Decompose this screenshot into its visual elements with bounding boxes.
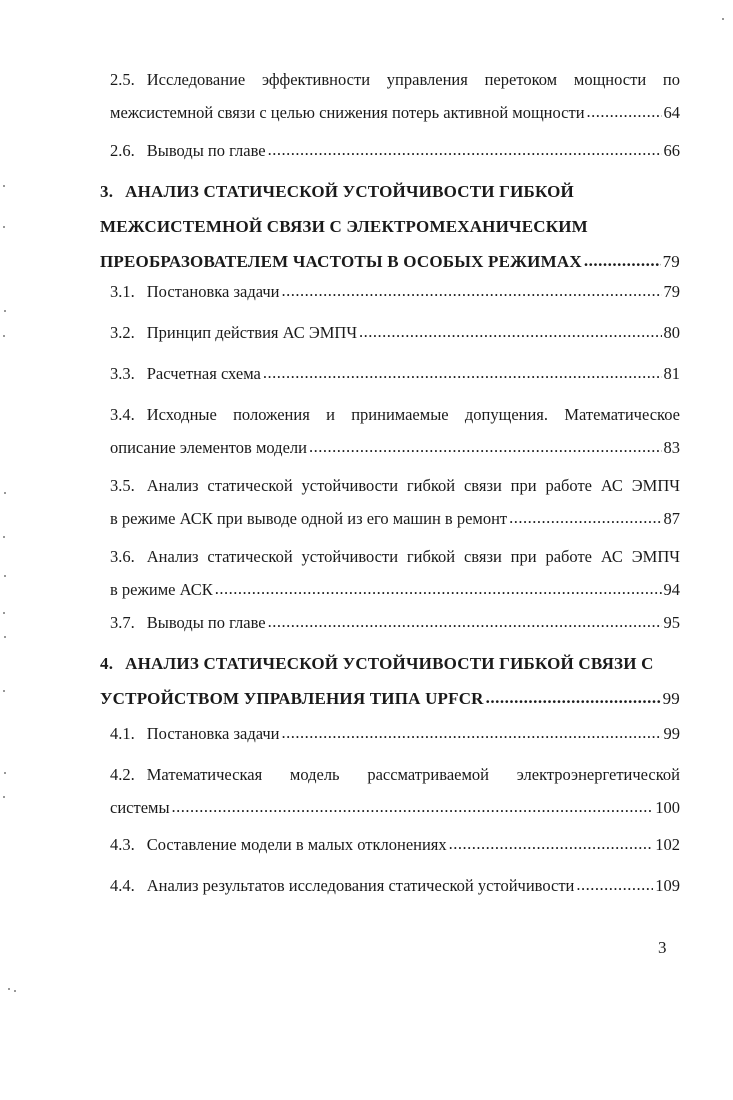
toc-entry-title: Исходные положения и принимаемые допущения. Математическое <box>146 405 680 424</box>
toc-entry-number: 2.6. <box>110 141 135 160</box>
toc-entry-text-line <box>100 63 680 96</box>
toc-entry-number: 3.1. <box>110 282 135 301</box>
toc-entry-text-line <box>100 791 680 824</box>
toc-page-number: 79 <box>663 282 680 301</box>
dot-leader <box>282 274 662 307</box>
dot-leader <box>509 501 661 534</box>
toc-page-number: 102 <box>655 835 680 854</box>
dot-leader <box>215 572 662 605</box>
toc-entry-title: Выводы по главе <box>146 141 266 160</box>
toc-entry-number: 4. <box>100 654 114 673</box>
dot-leader <box>576 868 653 901</box>
toc-page-number: 81 <box>663 364 680 383</box>
toc-entry-title: Анализ статической устойчивости гибкой связи при работе АС ЭМПЧ <box>146 547 680 566</box>
toc-entry-3-3[interactable] <box>100 357 680 390</box>
toc-entry-4-4[interactable] <box>100 869 680 902</box>
toc-entry-title: Исследование эффективности управления перетоком мощности по <box>146 70 680 89</box>
toc-entry-text-line <box>100 96 680 129</box>
toc-page-number: 99 <box>662 689 680 708</box>
toc-entry-text-line <box>100 606 680 639</box>
dot-leader <box>359 315 661 348</box>
page-number: 3 <box>658 938 667 957</box>
toc-page-number: 95 <box>663 613 680 632</box>
toc-entry-3-4[interactable] <box>100 398 680 464</box>
toc-page-number: 80 <box>663 323 680 342</box>
toc-entry-text-line <box>100 717 680 750</box>
toc-entry-4-2[interactable] <box>100 758 680 824</box>
dot-leader <box>587 95 662 128</box>
toc-entry-text-line <box>100 174 680 209</box>
toc-entry-title: АНАЛИЗ СТАТИЧЕСКОЙ УСТОЙЧИВОСТИ ГИБКОЙ <box>125 182 574 201</box>
toc-entry-number: 3. <box>100 182 114 201</box>
dot-leader <box>486 680 661 715</box>
toc-entry-number: 4.3. <box>110 835 135 854</box>
toc-page-number: 99 <box>663 724 680 743</box>
toc-page-number: 94 <box>663 580 680 599</box>
toc-entry-number: 3.7. <box>110 613 135 632</box>
toc-entry-3-7[interactable] <box>100 606 680 639</box>
toc-page-number: 87 <box>663 509 680 528</box>
toc-entry-title-cont: ПРЕОБРАЗОВАТЕЛЕМ ЧАСТОТЫ В ОСОБЫХ РЕЖИМАХ <box>100 252 582 271</box>
toc-chapter-4[interactable] <box>100 646 680 716</box>
toc-entry-number: 4.4. <box>110 876 135 895</box>
toc-entry-title-cont: МЕЖСИСТЕМНОЙ СВЯЗИ С ЭЛЕКТРОМЕХАНИЧЕСКИМ <box>100 217 588 236</box>
toc-entry-text-line <box>100 828 680 861</box>
toc-entry-2-6[interactable] <box>100 134 680 167</box>
toc-page-number: 66 <box>663 141 680 160</box>
toc-entry-title-cont: межсистемной связи с целью снижения потерь активной мощности <box>110 103 585 122</box>
toc-entry-4-3[interactable] <box>100 828 680 861</box>
toc-entry-title-cont: системы <box>110 798 170 817</box>
toc-entry-3-2[interactable] <box>100 316 680 349</box>
toc-entry-text-line <box>100 681 680 716</box>
toc-entry-3-6[interactable] <box>100 540 680 606</box>
toc-page-number: 79 <box>662 252 680 271</box>
dot-leader <box>584 243 661 278</box>
toc-entry-text-line <box>100 646 680 681</box>
toc-entry-text-line <box>100 134 680 167</box>
toc-entry-text-line <box>100 502 680 535</box>
toc-entry-number: 4.2. <box>110 765 135 784</box>
toc-entry-number: 2.5. <box>110 70 135 89</box>
toc-entry-number: 3.2. <box>110 323 135 342</box>
toc-entry-number: 4.1. <box>110 724 135 743</box>
dot-leader <box>268 133 662 166</box>
toc-entry-title-cont: в режиме АСК при выводе одной из его машин в ремонт <box>110 509 508 528</box>
toc-entry-text-line <box>100 398 680 431</box>
toc-entry-number: 3.4. <box>110 405 135 424</box>
toc-page-number: 64 <box>663 103 680 122</box>
toc-entry-3-1[interactable] <box>100 275 680 308</box>
toc-entry-text-line <box>100 573 680 606</box>
toc-entry-title: Постановка задачи <box>146 282 280 301</box>
dot-leader <box>268 605 662 638</box>
dot-leader <box>263 356 662 389</box>
toc-entry-title: Расчетная схема <box>146 364 261 383</box>
toc-entry-title: Математическая модель рассматриваемой электроэнергетической <box>146 765 680 784</box>
toc-entry-title-cont: УСТРОЙСТВОМ УПРАВЛЕНИЯ ТИПА UPFCR <box>100 689 484 708</box>
toc-entry-text-line <box>100 357 680 390</box>
toc-entry-number: 3.5. <box>110 476 135 495</box>
dot-leader <box>282 716 662 749</box>
toc-entry-text-line <box>100 540 680 573</box>
toc-entry-number: 3.6. <box>110 547 135 566</box>
toc-entry-title: АНАЛИЗ СТАТИЧЕСКОЙ УСТОЙЧИВОСТИ ГИБКОЙ СВЯЗИ С <box>125 654 654 673</box>
toc-page-number: 109 <box>655 876 680 895</box>
toc-entry-4-1[interactable] <box>100 717 680 750</box>
toc-entry-title-cont: в режиме АСК <box>110 580 213 599</box>
toc-entry-title: Анализ статической устойчивости гибкой связи при работе АС ЭМПЧ <box>146 476 680 495</box>
toc-entry-title: Принцип действия АС ЭМПЧ <box>146 323 358 342</box>
toc-entry-2-5[interactable] <box>100 63 680 129</box>
toc-entry-number: 3.3. <box>110 364 135 383</box>
toc-entry-title: Выводы по главе <box>146 613 266 632</box>
dot-leader <box>309 430 662 463</box>
toc-entry-text-line <box>100 869 680 902</box>
toc-entry-3-5[interactable] <box>100 469 680 535</box>
toc-entry-text-line <box>100 758 680 791</box>
toc-page-number: 83 <box>663 438 680 457</box>
toc-entry-title-cont: описание элементов модели <box>110 438 307 457</box>
toc-entry-title: Анализ результатов исследования статической устойчивости <box>146 876 575 895</box>
toc-page-number: 100 <box>655 798 680 817</box>
toc-entry-text-line <box>100 275 680 308</box>
toc-entry-text-line <box>100 469 680 502</box>
toc-entry-text-line <box>100 209 680 244</box>
toc-entry-title: Постановка задачи <box>146 724 280 743</box>
dot-leader <box>449 827 654 860</box>
toc-entry-text-line <box>100 316 680 349</box>
dot-leader <box>172 790 654 823</box>
toc-entry-title: Составление модели в малых отклонениях <box>146 835 447 854</box>
toc-chapter-3[interactable] <box>100 174 680 279</box>
toc-entry-text-line <box>100 431 680 464</box>
